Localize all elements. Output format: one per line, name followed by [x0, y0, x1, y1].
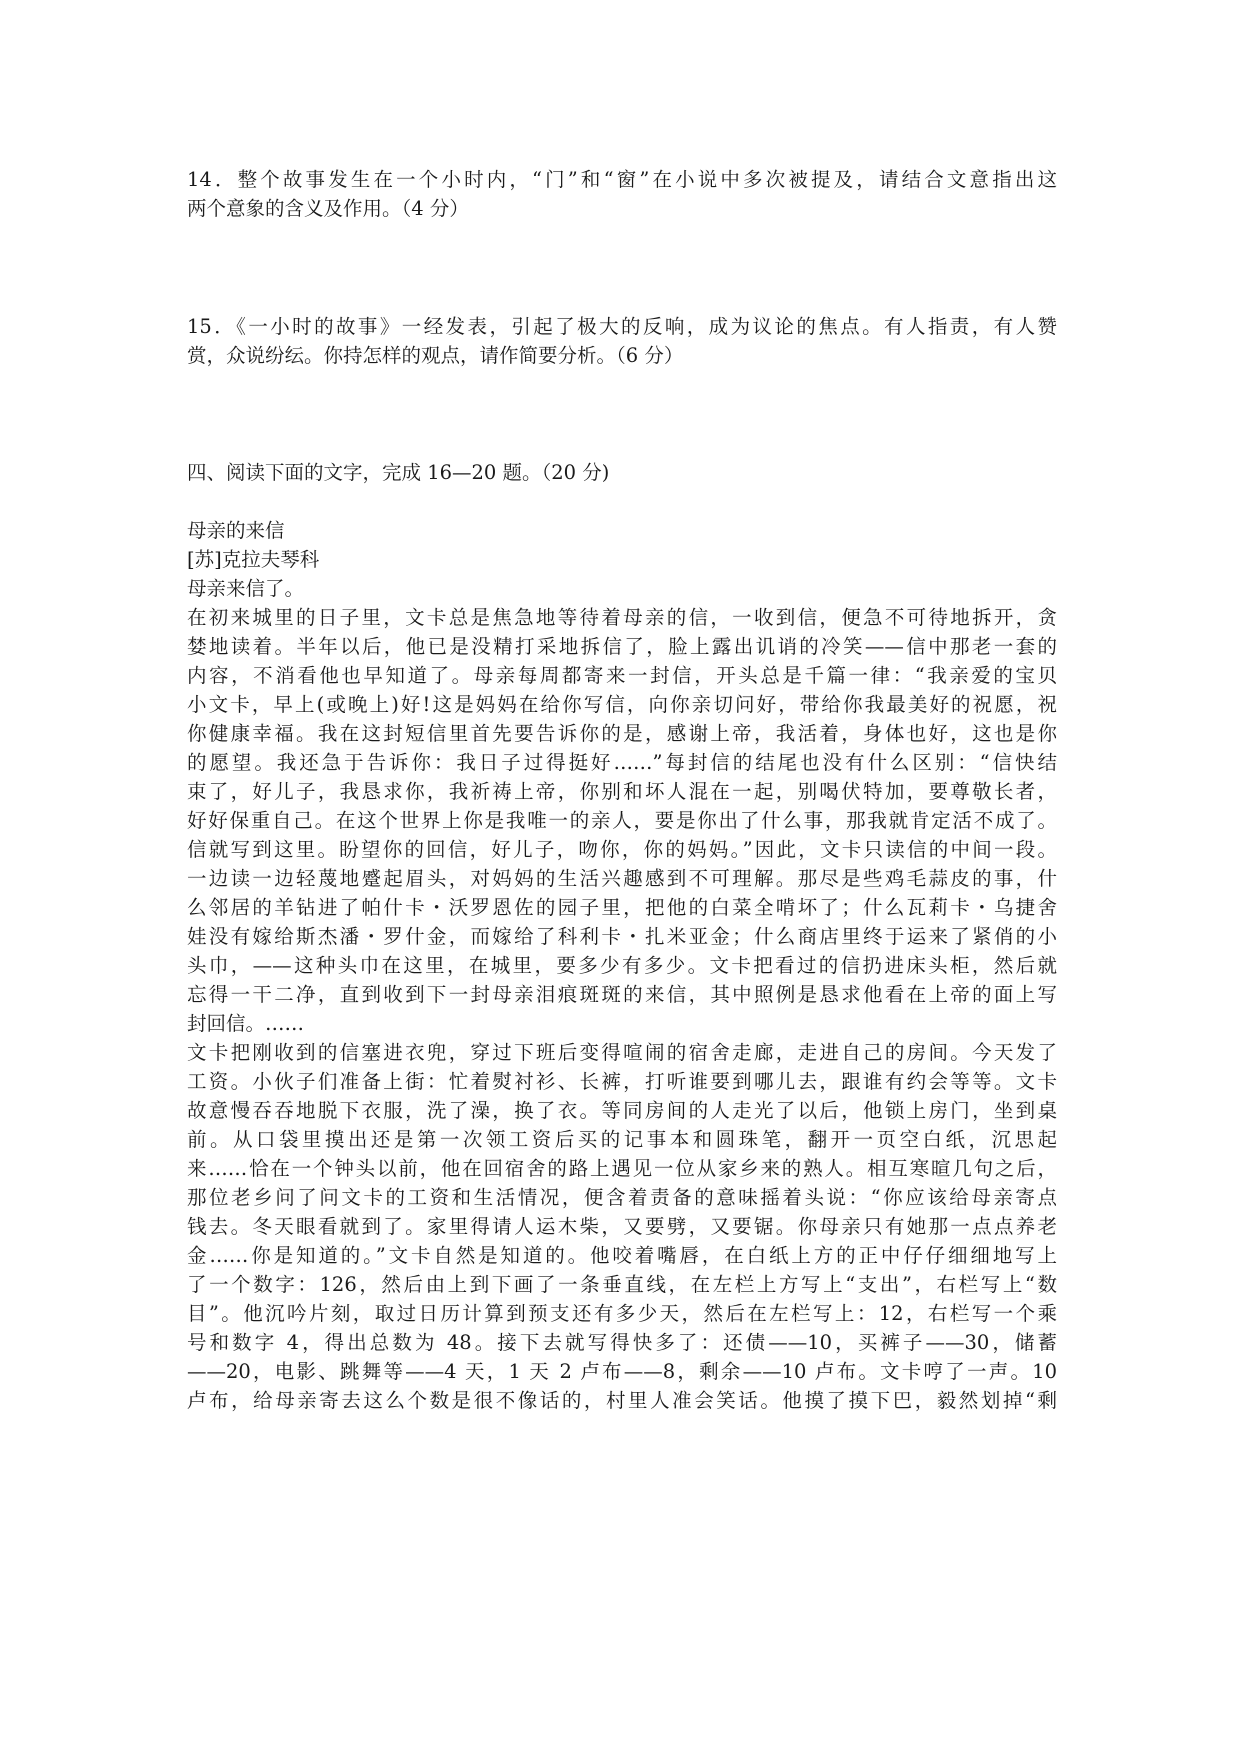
article-line: 好好保重自己。在这个世界上你是我唯一的亲人，要是你出了什么事，那我就肯定活不成了。 — [187, 809, 1057, 832]
article-line: 忘得一干二净，直到收到下一封母亲泪痕斑斑的来信，其中照例是恳求他看在上帝的面上写 — [187, 983, 1057, 1006]
article-line: 一边读一边轻蔑地蹙起眉头，对妈妈的生活兴趣感到不可理解。那尽是些鸡毛蒜皮的事，什 — [187, 867, 1057, 890]
article-line: 你健康幸福。我在这封短信里首先要告诉你的是，感谢上帝，我活着，身体也好，这也是你 — [187, 722, 1057, 745]
article-line: 故意慢吞吞地脱下衣服，洗了澡，换了衣。等同房间的人走光了以后，他锁上房门，坐到桌 — [187, 1099, 1057, 1122]
article-line: 文卡把刚收到的信塞进衣兜，穿过下班后变得喧闹的宿舍走廊，走进自己的房间。今天发了 — [187, 1041, 1057, 1064]
article-line: 小文卡，早上(或晚上)好!这是妈妈在给你写信，向你亲切问好，带给你我最美好的祝愿，祝 — [187, 693, 1057, 716]
article-line: 号和数字 4，得出总数为 48。接下去就写得快多了：还债——10，买裤子——30，储蓄 — [187, 1331, 1057, 1354]
article-line: 么邻居的羊钻进了帕什卡・沃罗恩佐的园子里，把他的白菜全啃坏了；什么瓦莉卡・乌捷舍 — [187, 896, 1057, 919]
question-15-line: 15．《一小时的故事》一经发表，引起了极大的反响，成为议论的焦点。有人指责，有人赞 — [187, 315, 1057, 338]
article-line: 目”。他沉吟片刻，取过日历计算到预支还有多少天，然后在左栏写上：12，右栏写一个乘 — [187, 1302, 1057, 1325]
question-14-line: 两个意象的含义及作用。（4 分） — [187, 197, 469, 220]
article-title: 母亲的来信 — [187, 519, 285, 542]
article-author: [苏]克拉夫琴科 — [187, 548, 320, 571]
article-line: 金……你是知道的。”文卡自然是知道的。他咬着嘴唇，在白纸上方的正中仔仔细细地写上 — [187, 1244, 1057, 1267]
article-line: 前。从口袋里摸出还是第一次领工资后买的记事本和圆珠笔，翻开一页空白纸，沉思起 — [187, 1128, 1057, 1151]
article-line: 的愿望。我还急于告诉你：我日子过得挺好……”每封信的结尾也没有什么区别：“信快结 — [187, 751, 1057, 774]
question-15-line: 赏，众说纷纭。你持怎样的观点，请作简要分析。（6 分） — [187, 344, 684, 367]
article-line: 婪地读着。半年以后，他已是没精打采地拆信了，脸上露出讥诮的冷笑——信中那老一套的 — [187, 635, 1057, 658]
article-line: 钱去。冬天眼看就到了。家里得请人运木柴，又要劈，又要锯。你母亲只有她那一点点养老 — [187, 1215, 1057, 1238]
article-line: 封回信。…… — [187, 1012, 305, 1035]
article-line: ——20，电影、跳舞等——4 天，1 天 2 卢布——8，剩余——10 卢布。文卡哼了一声。10 — [187, 1360, 1057, 1383]
article-line: 在初来城里的日子里，文卡总是焦急地等待着母亲的信，一收到信，便急不可待地拆开，贪 — [187, 606, 1057, 629]
article-line: 来……恰在一个钟头以前，他在回宿舍的路上遇见一位从家乡来的熟人。相互寒暄几句之后， — [187, 1157, 1057, 1180]
article-line: 卢布，给母亲寄去这么个数是很不像话的，村里人准会笑话。他摸了摸下巴，毅然划掉“剩 — [187, 1389, 1057, 1412]
article-line: 娃没有嫁给斯杰潘・罗什金，而嫁给了科利卡・扎米亚金；什么商店里终于运来了紧俏的小 — [187, 925, 1057, 948]
article-line: 母亲来信了。 — [187, 577, 305, 600]
article-line: 工资。小伙子们准备上街：忙着熨衬衫、长裤，打听谁要到哪儿去，跟谁有约会等等。文卡 — [187, 1070, 1057, 1093]
section-heading: 四、阅读下面的文字，完成 16—20 题。（20 分) — [187, 461, 610, 484]
question-14-line: 14．整个故事发生在一个小时内，“门”和“窗”在小说中多次被提及，请结合文意指出这 — [187, 168, 1057, 191]
article-line: 信就写到这里。盼望你的回信，好儿子，吻你，你的妈妈。”因此，文卡只读信的中间一段。 — [187, 838, 1057, 861]
article-line: 束了，好儿子，我恳求你，我祈祷上帝，你别和坏人混在一起，别喝伏特加，要尊敬长者， — [187, 780, 1057, 803]
article-line: 内容，不消看他也早知道了。母亲每周都寄来一封信，开头总是千篇一律：“我亲爱的宝贝 — [187, 664, 1057, 687]
document-page — [187, 0, 1057, 1754]
article-line: 那位老乡问了问文卡的工资和生活情况，便含着责备的意味摇着头说：“你应该给母亲寄点 — [187, 1186, 1057, 1209]
article-line: 头巾，——这种头巾在这里，在城里，要多少有多少。文卡把看过的信扔进床头柜，然后就 — [187, 954, 1057, 977]
article-line: 了一个数字：126，然后由上到下画了一条垂直线，在左栏上方写上“支出”，右栏写上“数 — [187, 1273, 1057, 1296]
